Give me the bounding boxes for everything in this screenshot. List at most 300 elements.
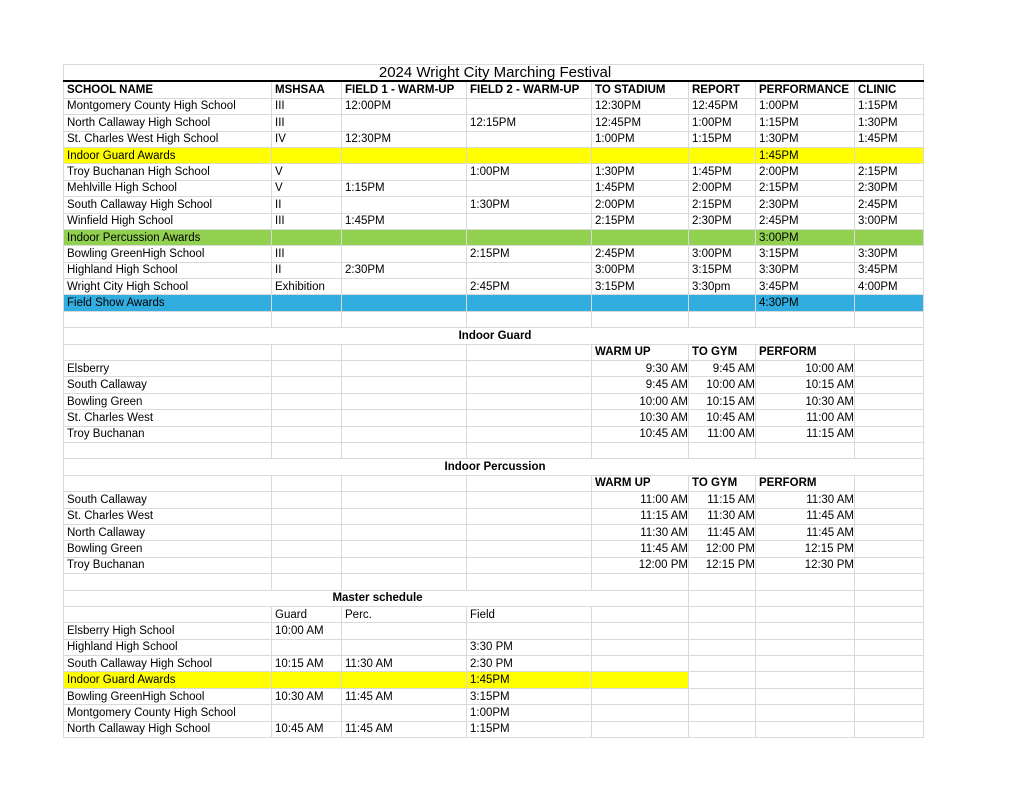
empty-cell [272, 442, 342, 458]
empty-cell [592, 688, 689, 704]
field1-warmup[interactable] [342, 246, 467, 262]
field2-warmup[interactable] [467, 213, 592, 229]
school-name[interactable]: Elsberry High School [64, 623, 272, 639]
empty-cell [64, 344, 272, 360]
table-row [64, 361, 924, 377]
empty-cell [592, 672, 689, 688]
table-row [64, 279, 924, 295]
school-name[interactable]: Bowling Green [64, 541, 272, 557]
warmup-time[interactable]: 9:30 AM [592, 361, 689, 377]
performance-time[interactable]: 3:15PM [756, 246, 855, 262]
empty-cell [689, 656, 756, 672]
performance-time[interactable]: 1:15PM [756, 115, 855, 131]
to-gym-time[interactable]: 10:00 AM [689, 377, 756, 393]
indoor-percussion-spacer [64, 442, 924, 458]
table-row [64, 115, 924, 131]
to-gym-time[interactable]: 11:00 AM [689, 426, 756, 442]
column-header-perform: PERFORM [756, 475, 855, 491]
perform-time[interactable]: 11:00 AM [756, 410, 855, 426]
empty-cell [756, 705, 855, 721]
table-row [64, 623, 924, 639]
report-time[interactable]: 1:45PM [689, 164, 756, 180]
empty-cell [855, 393, 924, 409]
perc-time[interactable] [342, 705, 467, 721]
school-name[interactable]: North Callaway High School [64, 115, 272, 131]
warmup-time[interactable]: 10:30 AM [592, 410, 689, 426]
empty-cell [855, 410, 924, 426]
clinic-time[interactable] [855, 147, 924, 163]
field2-warmup[interactable]: 2:45PM [467, 279, 592, 295]
field1-warmup[interactable]: 1:15PM [342, 180, 467, 196]
indoor-guard-spacer [64, 311, 924, 327]
field2-warmup[interactable] [467, 262, 592, 278]
school-name[interactable]: South Callaway High School [64, 656, 272, 672]
master-schedule-banner-row [64, 590, 924, 606]
empty-cell [592, 574, 689, 590]
warmup-time[interactable]: 10:00 AM [592, 393, 689, 409]
perform-time[interactable]: 12:30 PM [756, 557, 855, 573]
guard-time[interactable]: 10:45 AM [272, 721, 342, 737]
empty-cell [592, 442, 689, 458]
report-time[interactable]: 2:30PM [689, 213, 756, 229]
empty-cell [592, 311, 689, 327]
indoor-percussion-header-row [64, 475, 924, 491]
table-row [64, 98, 924, 114]
empty-cell [689, 721, 756, 737]
empty-cell [342, 311, 467, 327]
field1-warmup[interactable]: 2:30PM [342, 262, 467, 278]
perform-time[interactable]: 11:45 AM [756, 508, 855, 524]
clinic-time[interactable] [855, 295, 924, 311]
field1-warmup[interactable] [342, 115, 467, 131]
table-row [64, 639, 924, 655]
table-row [64, 688, 924, 704]
empty-cell [467, 574, 592, 590]
field2-warmup[interactable] [467, 295, 592, 311]
field2-warmup[interactable] [467, 180, 592, 196]
to-gym-time[interactable]: 9:45 AM [689, 361, 756, 377]
to-stadium[interactable]: 1:00PM [592, 131, 689, 147]
school-name[interactable]: St. Charles West [64, 508, 272, 524]
empty-cell [272, 524, 342, 540]
empty-cell [342, 574, 467, 590]
school-name[interactable]: North Callaway [64, 524, 272, 540]
empty-cell [272, 557, 342, 573]
empty-cell [342, 557, 467, 573]
perc-time[interactable] [342, 623, 467, 639]
clinic-time[interactable]: 4:00PM [855, 279, 924, 295]
school-name[interactable]: North Callaway High School [64, 721, 272, 737]
mshsaa-class[interactable] [272, 147, 342, 163]
empty-cell [592, 656, 689, 672]
report-time[interactable]: 3:15PM [689, 262, 756, 278]
empty-cell [689, 574, 756, 590]
empty-cell [64, 311, 272, 327]
empty-cell [756, 639, 855, 655]
school-name[interactable]: South Callaway [64, 492, 272, 508]
performance-time[interactable]: 3:00PM [756, 229, 855, 245]
field2-warmup[interactable]: 2:15PM [467, 246, 592, 262]
spreadsheet-sheet [63, 64, 923, 738]
school-name[interactable]: South Callaway [64, 377, 272, 393]
school-name[interactable]: Bowling GreenHigh School [64, 246, 272, 262]
field1-warmup[interactable] [342, 229, 467, 245]
empty-cell [855, 606, 924, 622]
perform-time[interactable]: 11:15 AM [756, 426, 855, 442]
performance-time[interactable]: 1:30PM [756, 131, 855, 147]
empty-cell [689, 705, 756, 721]
report-time[interactable]: 12:45PM [689, 98, 756, 114]
school-name[interactable]: St. Charles West [64, 410, 272, 426]
empty-cell [756, 656, 855, 672]
awards-row [64, 295, 924, 311]
table-row [64, 213, 924, 229]
table-row [64, 131, 924, 147]
empty-cell [689, 639, 756, 655]
empty-cell [467, 311, 592, 327]
to-gym-time[interactable]: 10:45 AM [689, 410, 756, 426]
empty-cell [756, 311, 855, 327]
empty-cell [64, 442, 272, 458]
indoor-guard-banner: Indoor Guard [64, 328, 924, 344]
report-time[interactable]: 2:15PM [689, 197, 756, 213]
table-row [64, 377, 924, 393]
mshsaa-class[interactable]: IV [272, 131, 342, 147]
warmup-time[interactable]: 11:45 AM [592, 541, 689, 557]
warmup-time[interactable]: 11:00 AM [592, 492, 689, 508]
empty-cell [855, 672, 924, 688]
performance-time[interactable]: 1:45PM [756, 147, 855, 163]
mshsaa-class[interactable]: V [272, 180, 342, 196]
empty-cell [855, 442, 924, 458]
empty-cell [342, 344, 467, 360]
empty-cell [855, 557, 924, 573]
empty-cell [272, 393, 342, 409]
school-name[interactable]: Bowling GreenHigh School [64, 688, 272, 704]
warmup-time[interactable]: 12:00 PM [592, 557, 689, 573]
to-gym-time[interactable]: 11:15 AM [689, 492, 756, 508]
field2-warmup[interactable] [467, 147, 592, 163]
to-stadium[interactable]: 3:15PM [592, 279, 689, 295]
empty-cell [855, 590, 924, 606]
empty-cell [855, 721, 924, 737]
clinic-time[interactable]: 3:45PM [855, 262, 924, 278]
school-name[interactable]: St. Charles West High School [64, 131, 272, 147]
school-name[interactable]: Highland High School [64, 639, 272, 655]
perc-time[interactable]: 11:30 AM [342, 656, 467, 672]
perform-time[interactable]: 11:30 AM [756, 492, 855, 508]
performance-time[interactable]: 4:30PM [756, 295, 855, 311]
to-stadium[interactable]: 2:45PM [592, 246, 689, 262]
indoor-percussion-banner: Indoor Percussion [64, 459, 924, 475]
column-header-mshsaa: MSHSAA [272, 81, 342, 98]
clinic-time[interactable]: 2:45PM [855, 197, 924, 213]
mshsaa-class[interactable] [272, 295, 342, 311]
school-name[interactable]: Field Show Awards [64, 295, 272, 311]
clinic-time[interactable]: 3:00PM [855, 213, 924, 229]
clinic-time[interactable]: 1:15PM [855, 98, 924, 114]
column-header-warmup: WARM UP [592, 475, 689, 491]
perform-time[interactable]: 10:00 AM [756, 361, 855, 377]
empty-cell [342, 377, 467, 393]
field1-warmup[interactable] [342, 147, 467, 163]
empty-cell [342, 492, 467, 508]
to-stadium[interactable]: 12:45PM [592, 115, 689, 131]
empty-cell [272, 492, 342, 508]
empty-cell [855, 541, 924, 557]
mshsaa-class[interactable]: III [272, 246, 342, 262]
empty-cell [592, 623, 689, 639]
empty-cell [272, 426, 342, 442]
school-name[interactable]: Highland High School [64, 262, 272, 278]
school-name[interactable]: Indoor Percussion Awards [64, 229, 272, 245]
warmup-time[interactable]: 10:45 AM [592, 426, 689, 442]
perform-time[interactable]: 10:30 AM [756, 393, 855, 409]
clinic-time[interactable]: 1:45PM [855, 131, 924, 147]
school-name[interactable]: Wright City High School [64, 279, 272, 295]
table-row [64, 180, 924, 196]
field1-warmup[interactable] [342, 295, 467, 311]
field2-warmup[interactable] [467, 229, 592, 245]
empty-cell [855, 492, 924, 508]
clinic-time[interactable]: 2:30PM [855, 180, 924, 196]
mshsaa-class[interactable] [272, 229, 342, 245]
indoor-guard-header-row [64, 344, 924, 360]
clinic-time[interactable]: 2:15PM [855, 164, 924, 180]
performance-time[interactable]: 2:45PM [756, 213, 855, 229]
guard-time[interactable]: 10:00 AM [272, 623, 342, 639]
field2-warmup[interactable]: 1:30PM [467, 197, 592, 213]
perform-time[interactable]: 10:15 AM [756, 377, 855, 393]
empty-cell [855, 623, 924, 639]
report-time[interactable] [689, 229, 756, 245]
empty-cell [689, 623, 756, 639]
mshsaa-class[interactable]: II [272, 197, 342, 213]
empty-cell [855, 524, 924, 540]
empty-cell [342, 508, 467, 524]
table-row [64, 557, 924, 573]
school-name[interactable]: Troy Buchanan High School [64, 164, 272, 180]
clinic-time[interactable]: 1:30PM [855, 115, 924, 131]
field-time[interactable]: 1:45PM [467, 672, 592, 688]
field2-warmup[interactable] [467, 131, 592, 147]
table-row [64, 393, 924, 409]
empty-cell [689, 688, 756, 704]
empty-cell [756, 574, 855, 590]
column-header-field2: FIELD 2 - WARM-UP [467, 81, 592, 98]
empty-cell [756, 623, 855, 639]
field-time[interactable]: 1:15PM [467, 721, 592, 737]
field-time[interactable]: 1:00PM [467, 705, 592, 721]
master-schedule-spacer [64, 574, 924, 590]
perform-time[interactable]: 12:15 PM [756, 541, 855, 557]
school-name[interactable]: Indoor Guard Awards [64, 672, 272, 688]
school-name[interactable]: Winfield High School [64, 213, 272, 229]
field-time[interactable]: 3:15PM [467, 688, 592, 704]
column-header-stadium: TO STADIUM [592, 81, 689, 98]
empty-cell [689, 311, 756, 327]
mshsaa-class[interactable]: III [272, 98, 342, 114]
warmup-time[interactable]: 11:30 AM [592, 524, 689, 540]
indoor-percussion-banner-row [64, 459, 924, 475]
column-header-warmup: WARM UP [592, 344, 689, 360]
empty-cell [855, 639, 924, 655]
guard-time[interactable] [272, 705, 342, 721]
field1-warmup[interactable]: 12:00PM [342, 98, 467, 114]
empty-cell [592, 639, 689, 655]
mshsaa-class[interactable]: III [272, 115, 342, 131]
clinic-time[interactable] [855, 229, 924, 245]
school-name[interactable]: Troy Buchanan [64, 557, 272, 573]
report-time[interactable] [689, 147, 756, 163]
performance-time[interactable]: 3:45PM [756, 279, 855, 295]
table-row [64, 410, 924, 426]
table-row [64, 524, 924, 540]
perc-time[interactable] [342, 672, 467, 688]
table-row [64, 197, 924, 213]
empty-cell [342, 410, 467, 426]
empty-cell [272, 541, 342, 557]
school-name[interactable]: South Callaway High School [64, 197, 272, 213]
perform-time[interactable]: 11:45 AM [756, 524, 855, 540]
table-row [64, 656, 924, 672]
table-row [64, 492, 924, 508]
empty-cell [855, 574, 924, 590]
to-gym-time[interactable]: 11:30 AM [689, 508, 756, 524]
empty-cell [855, 344, 924, 360]
field1-warmup[interactable] [342, 197, 467, 213]
school-name[interactable]: Indoor Guard Awards [64, 147, 272, 163]
guard-time[interactable]: 10:30 AM [272, 688, 342, 704]
master-schedule-header-row [64, 606, 924, 622]
column-header-guard: Guard [272, 606, 342, 622]
field1-warmup[interactable] [342, 164, 467, 180]
performance-time[interactable]: 2:30PM [756, 197, 855, 213]
warmup-time[interactable]: 9:45 AM [592, 377, 689, 393]
report-time[interactable] [689, 295, 756, 311]
awards-row [64, 229, 924, 245]
to-stadium[interactable]: 12:30PM [592, 98, 689, 114]
empty-cell [64, 574, 272, 590]
column-header-school: SCHOOL NAME [64, 81, 272, 98]
field2-warmup[interactable]: 1:00PM [467, 164, 592, 180]
report-time[interactable]: 3:30pm [689, 279, 756, 295]
school-name[interactable]: Montgomery County High School [64, 98, 272, 114]
to-stadium[interactable] [592, 229, 689, 245]
to-gym-time[interactable]: 11:45 AM [689, 524, 756, 540]
empty-cell [467, 541, 592, 557]
to-stadium[interactable]: 2:15PM [592, 213, 689, 229]
to-gym-time[interactable]: 12:00 PM [689, 541, 756, 557]
mshsaa-class[interactable]: III [272, 213, 342, 229]
empty-cell [855, 688, 924, 704]
performance-time[interactable]: 2:00PM [756, 164, 855, 180]
empty-cell [272, 475, 342, 491]
report-time[interactable]: 3:00PM [689, 246, 756, 262]
mshsaa-class[interactable]: V [272, 164, 342, 180]
report-time[interactable]: 1:15PM [689, 131, 756, 147]
empty-cell [855, 361, 924, 377]
school-name[interactable]: Montgomery County High School [64, 705, 272, 721]
column-header-togym: TO GYM [689, 344, 756, 360]
empty-cell [756, 590, 855, 606]
empty-cell [855, 475, 924, 491]
field1-warmup[interactable]: 1:45PM [342, 213, 467, 229]
empty-cell [756, 672, 855, 688]
performance-time[interactable]: 1:00PM [756, 98, 855, 114]
to-stadium[interactable]: 2:00PM [592, 197, 689, 213]
empty-cell [689, 590, 756, 606]
empty-cell [272, 344, 342, 360]
empty-cell [272, 377, 342, 393]
to-gym-time[interactable]: 10:15 AM [689, 393, 756, 409]
performance-time[interactable]: 3:30PM [756, 262, 855, 278]
perc-time[interactable]: 11:45 AM [342, 721, 467, 737]
empty-cell [467, 442, 592, 458]
empty-cell [342, 393, 467, 409]
field1-warmup[interactable] [342, 279, 467, 295]
school-name[interactable]: Mehlville High School [64, 180, 272, 196]
to-stadium[interactable]: 1:45PM [592, 180, 689, 196]
to-gym-time[interactable]: 12:15 PM [689, 557, 756, 573]
to-stadium[interactable]: 3:00PM [592, 262, 689, 278]
field-time[interactable] [467, 623, 592, 639]
field-time[interactable]: 3:30 PM [467, 639, 592, 655]
empty-cell [689, 606, 756, 622]
to-stadium[interactable] [592, 295, 689, 311]
empty-cell [855, 705, 924, 721]
column-header-clinic: CLINIC [855, 81, 924, 98]
column-header-field1: FIELD 1 - WARM-UP [342, 81, 467, 98]
empty-cell [756, 606, 855, 622]
empty-cell [342, 442, 467, 458]
empty-cell [342, 361, 467, 377]
report-time[interactable]: 2:00PM [689, 180, 756, 196]
empty-cell [467, 508, 592, 524]
guard-time[interactable]: 10:15 AM [272, 656, 342, 672]
field-time[interactable]: 2:30 PM [467, 656, 592, 672]
school-name[interactable]: Bowling Green [64, 393, 272, 409]
awards-row [64, 147, 924, 163]
field2-warmup[interactable] [467, 98, 592, 114]
warmup-time[interactable]: 11:15 AM [592, 508, 689, 524]
school-name[interactable]: Troy Buchanan [64, 426, 272, 442]
empty-cell [272, 574, 342, 590]
clinic-time[interactable]: 3:30PM [855, 246, 924, 262]
column-header-field: Field [467, 606, 592, 622]
empty-cell [467, 426, 592, 442]
perc-time[interactable] [342, 639, 467, 655]
title-row [64, 65, 924, 82]
guard-time[interactable] [272, 639, 342, 655]
guard-time[interactable] [272, 672, 342, 688]
empty-cell [467, 393, 592, 409]
school-name[interactable]: Elsberry [64, 361, 272, 377]
empty-cell [467, 557, 592, 573]
to-stadium[interactable] [592, 147, 689, 163]
field1-warmup[interactable]: 12:30PM [342, 131, 467, 147]
report-time[interactable]: 1:00PM [689, 115, 756, 131]
empty-cell [855, 656, 924, 672]
mshsaa-class[interactable]: II [272, 262, 342, 278]
field2-warmup[interactable]: 12:15PM [467, 115, 592, 131]
mshsaa-class[interactable]: Exhibition [272, 279, 342, 295]
performance-time[interactable]: 2:15PM [756, 180, 855, 196]
empty-cell [756, 688, 855, 704]
table-row [64, 426, 924, 442]
perc-time[interactable]: 11:45 AM [342, 688, 467, 704]
to-stadium[interactable]: 1:30PM [592, 164, 689, 180]
